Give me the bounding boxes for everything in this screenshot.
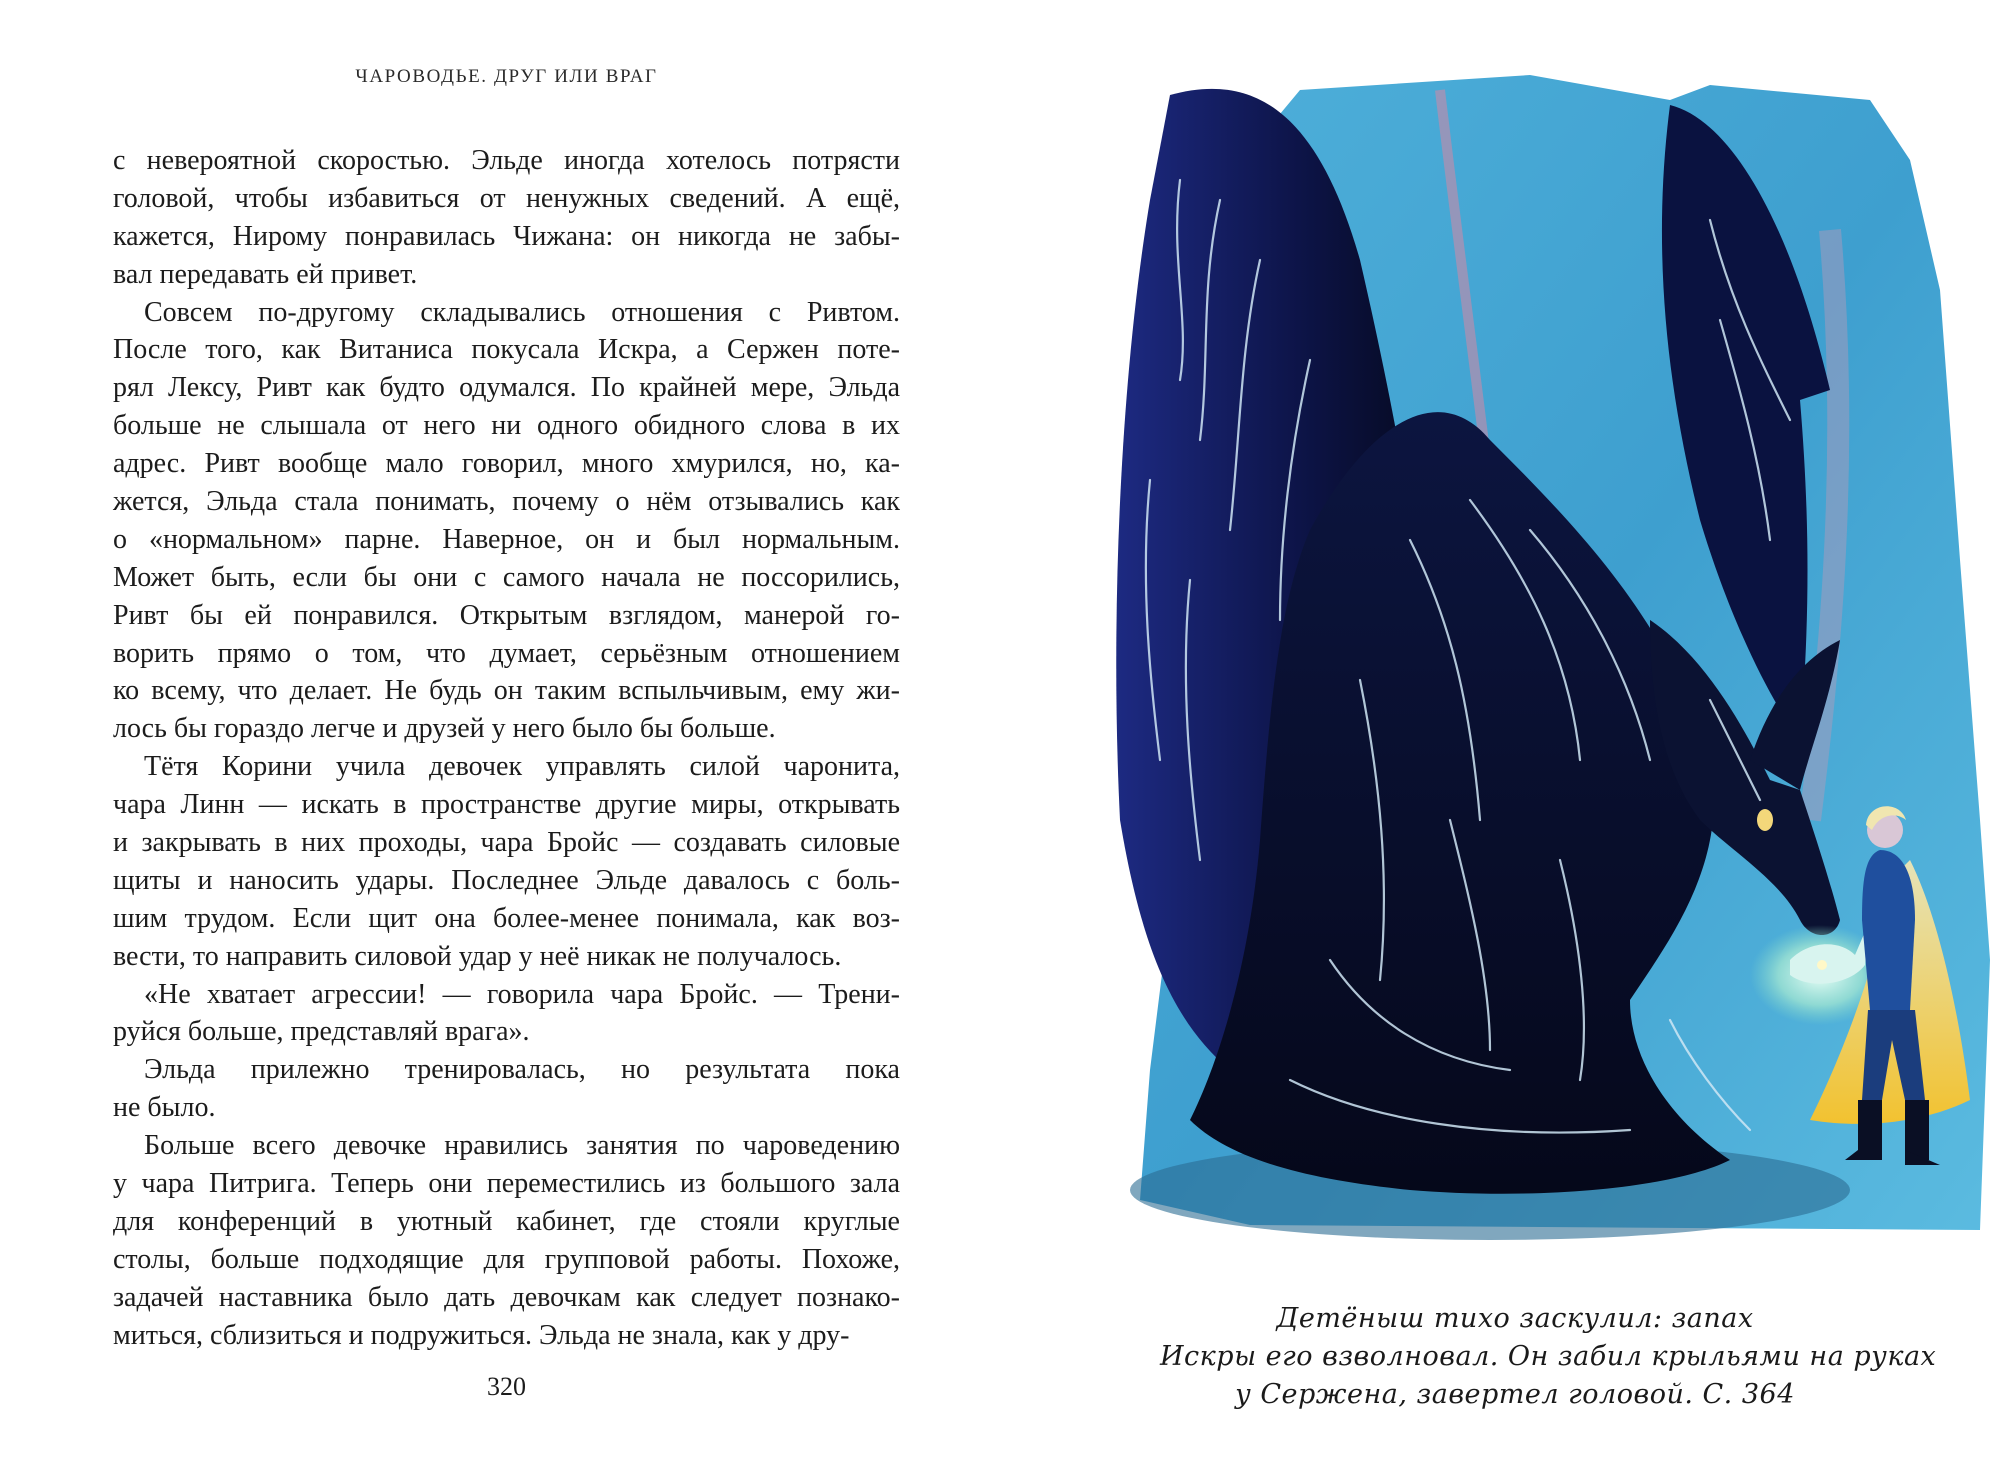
page-number: 320 [487,1372,526,1401]
paragraph [113,294,900,749]
torso [1862,850,1915,1010]
text-line: вести, то направить силовой удар у неё никак не получалось. [113,940,842,972]
text-line: о «нормальном» парне. Наверное, он и был нормальным. [113,523,900,555]
text-line: руйся больше, представляй врага». [113,1016,530,1048]
text-line: Тётя Корини учила девочек управлять силой чаронита, [144,751,900,783]
text-line: Ривт бы ей понравился. Открытым взглядом, манерой го- [113,599,900,631]
text-line: Эльда прилежно тренировалась, но результата пока [144,1054,900,1086]
text-line: задачей наставника было дать девочкам как следует познако- [113,1281,900,1313]
paragraph [113,1051,900,1127]
text-line: головой, чтобы избавиться от ненужных сведений. А ещё, [113,182,900,214]
text-line: «Не хватает агрессии! — говорила чара Бройс. — Трени- [144,978,900,1010]
text-line: Больше всего девочке нравились занятия по чароведению [144,1130,900,1162]
text-line: ворить прямо о том, что думает, серьёзным отношением [113,637,900,669]
text-line: лось бы гораздо легче и друзей у него было бы больше. [113,713,776,745]
running-head: ЧАРОВОДЬЕ. ДРУГ ИЛИ ВРАГ [355,66,658,87]
text-line: шим трудом. Если щит она более-менее понимала, как воз- [113,902,900,934]
creature-eye [1757,809,1773,831]
text-line: для конференций в уютный кабинет, где стояли круглые [113,1205,900,1237]
paragraph [113,748,900,975]
caption-line: Искры его взволновал. Он забил крыльями на руках [1160,1341,1937,1372]
text-line: вал передавать ей привет. [113,258,418,290]
caption-line: у Сержена, завертел головой. С. 364 [1235,1379,1795,1410]
creature-illustration-graphic [1110,60,1990,1250]
illustration-caption [1160,1300,1937,1414]
text-line: щиты и наносить удары. Последнее Эльде давалось с боль- [113,864,900,896]
text-line: рял Лексу, Ривт как будто одумался. По крайней мере, Эльда [113,372,900,404]
text-line: миться, сблизиться и подружиться. Эльда не знала, как у дру- [113,1319,850,1351]
text-line: Может быть, если бы они с самого начала не поссорились, [113,561,900,593]
text-line: жется, Эльда стала понимать, почему о нём отзывались как [113,486,900,518]
text-line: ко всему, что делает. Не будь он таким вспыльчивым, ему жи- [113,675,900,707]
right-boot [1905,1100,1929,1160]
text-line: адрес. Ривт вообще мало говорил, много хмурился, но, ка- [113,448,900,480]
paragraph [113,142,900,294]
text-line: столы, больше подходящие для групповой работы. Похоже, [113,1243,900,1275]
caption-line: Детёныш тихо заскулил: запах [1276,1303,1754,1334]
illustration [1110,60,1990,1250]
text-line: чара Линн — искать в пространстве другие миры, открывать [113,789,900,821]
text-line: После того, как Витаниса покусала Искра, а Сержен поте- [113,334,900,366]
right-page [1010,0,2000,1469]
paragraph [113,1127,900,1354]
text-line: с невероятной скоростью. Эльде иногда хотелось потрясти [113,145,900,176]
text-line: и закрывать в них проходы, чара Бройс — создавать силовые [113,827,900,859]
text-line: не было. [113,1092,216,1124]
text-line: больше не слышала от него ни одного обидного слова в их [113,410,900,442]
body-text [113,142,900,1355]
paragraph [113,976,900,1052]
text-line: Совсем по-другому складывались отношения с Ривтом. [144,296,900,328]
text-line: у чара Питрига. Теперь они переместились из большого зала [113,1168,900,1200]
text-line: кажется, Нирому понравилась Чижана: он никогда не забы- [113,220,900,252]
